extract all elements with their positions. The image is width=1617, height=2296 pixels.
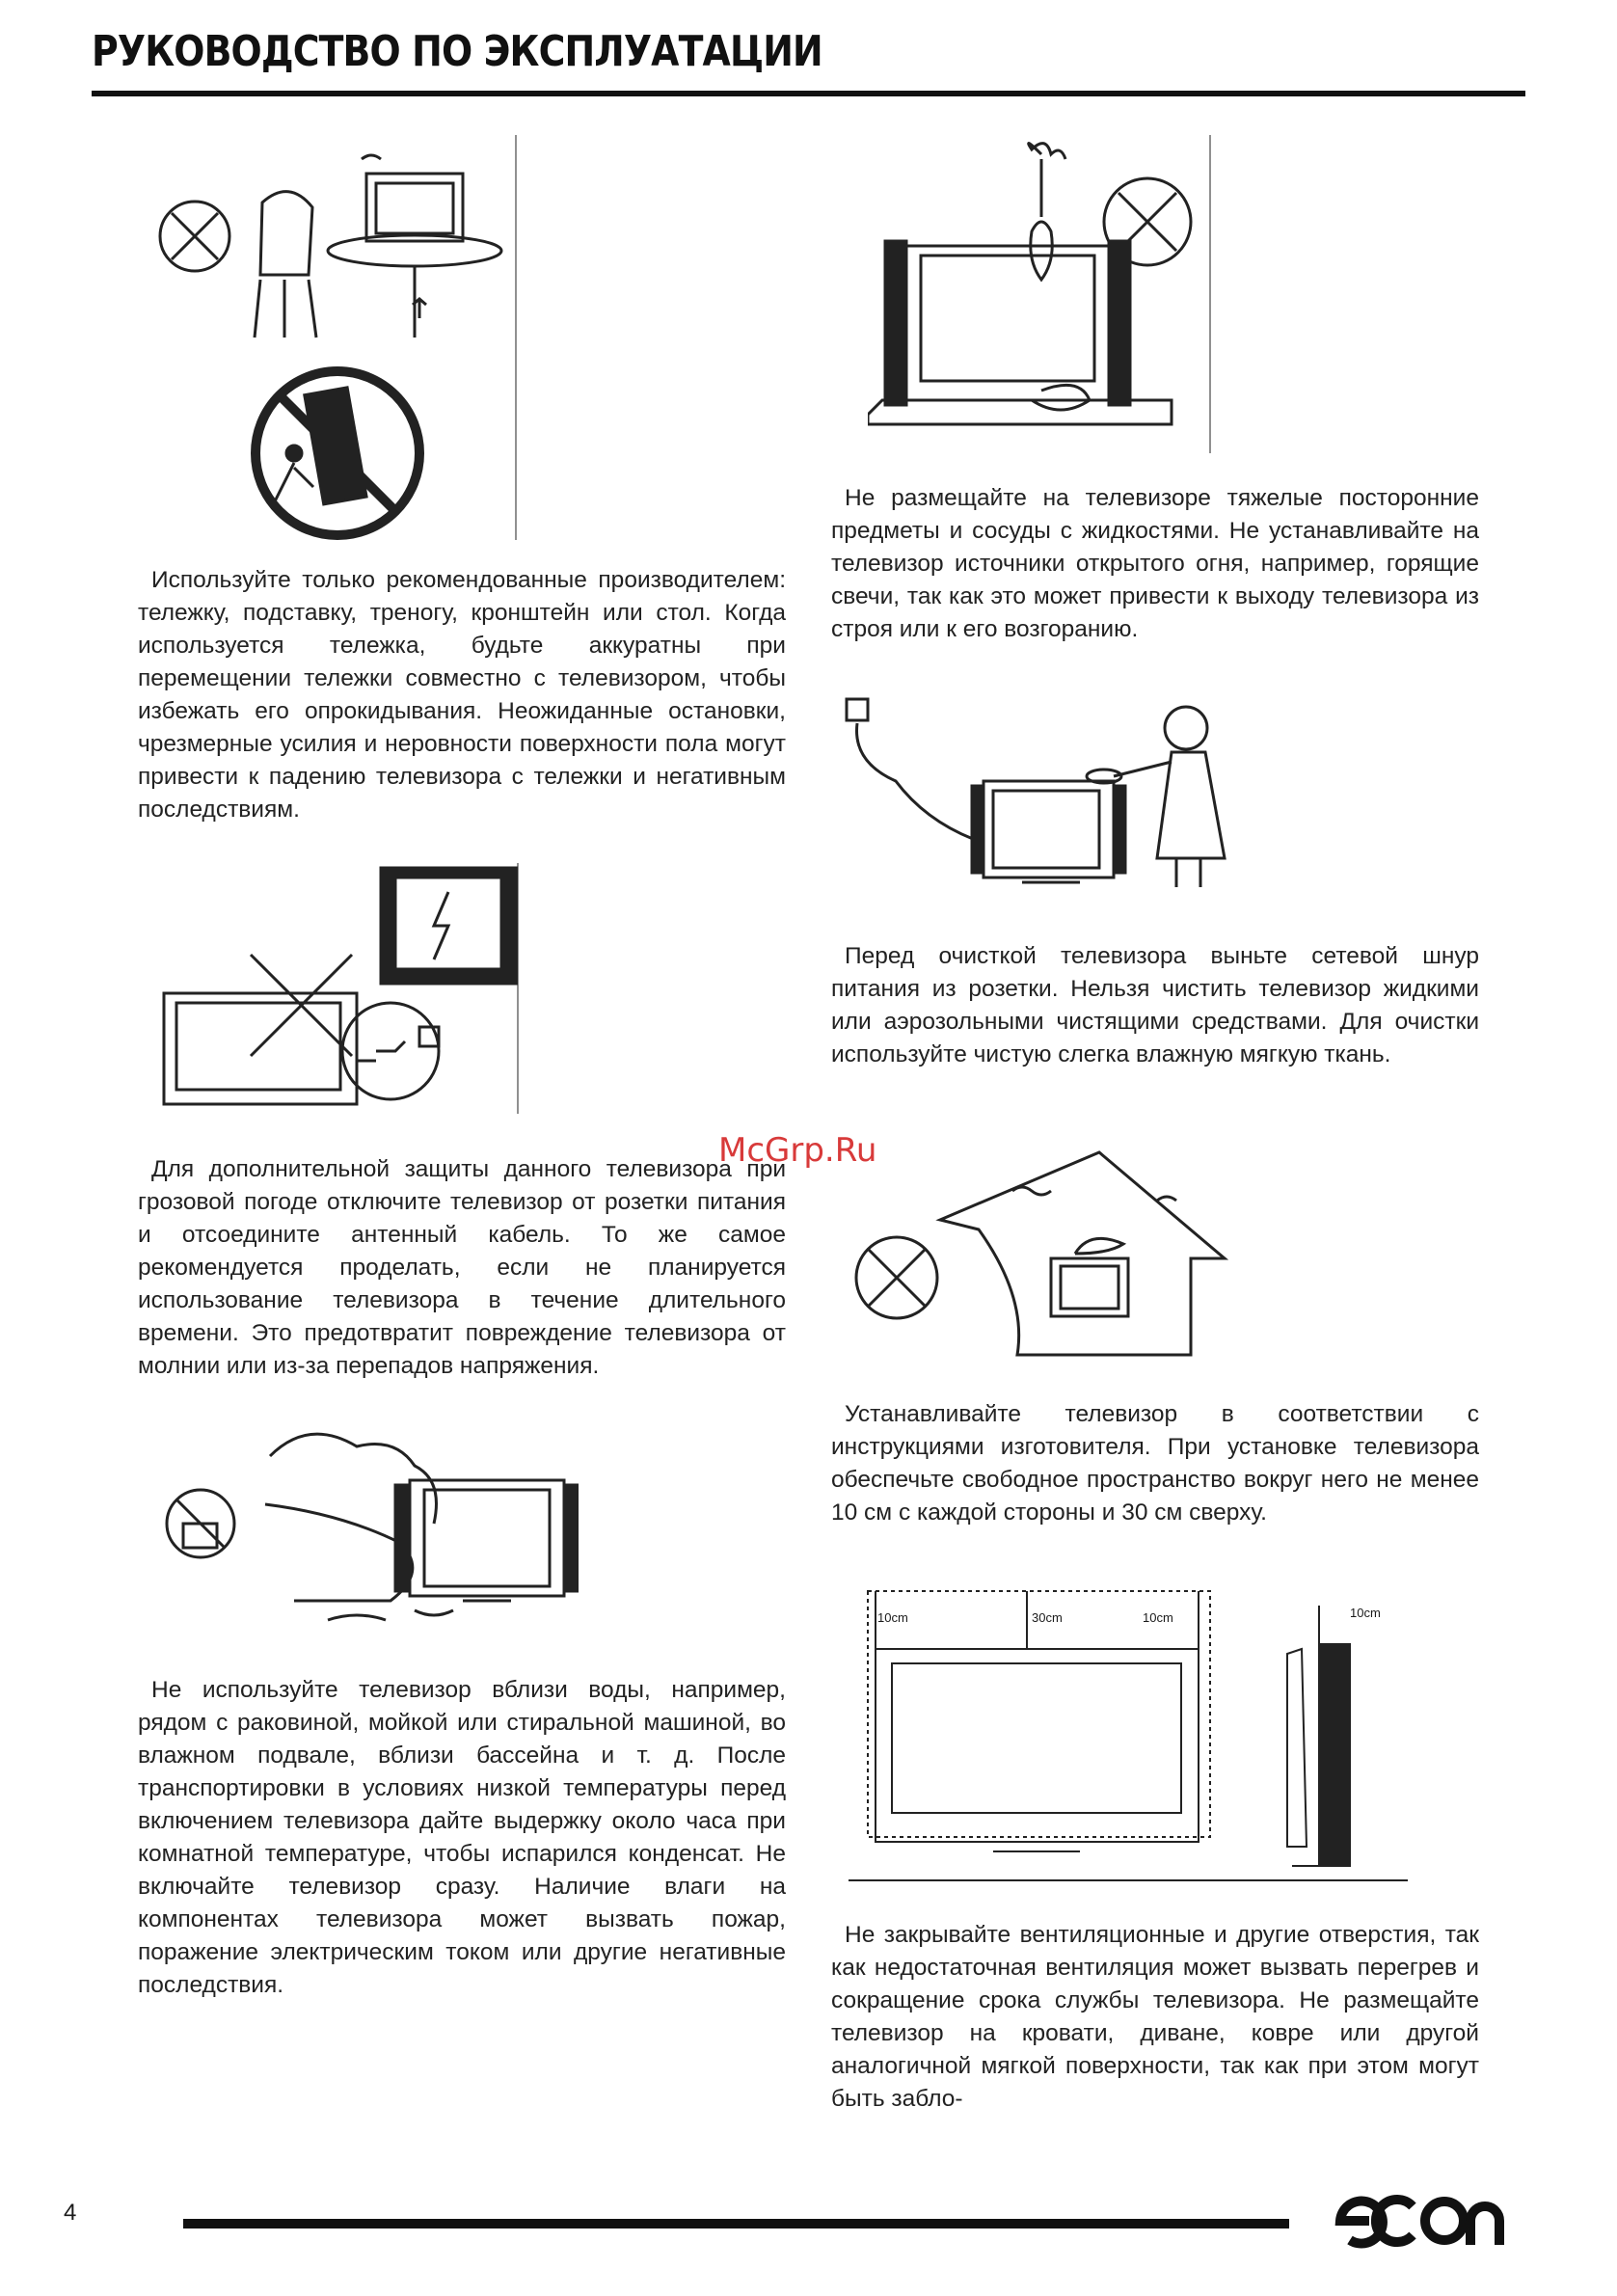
- water-warning-paragraph: Не используйте телевизор вблизи воды, например, рядом с раковиной, мойкой или стиральной машиной, во влажном подвале, вблизи бассейна и т. д. После транспортировки в условиях низкой температуры перед включением телевизора дайте выдержку около часа при комнатной температуре, чтобы испарился конденсат. Не включайте телевизор сразу. Наличие влаги на компонентах телевизора может вызвать пожар, поражение электрическим током или другие негативные последствия.: [138, 1677, 786, 1998]
- cleaning-illustration: [839, 694, 1244, 916]
- clearance-label-profile: 10cm: [1350, 1606, 1381, 1620]
- clearance-label-top: 30cm: [1032, 1610, 1063, 1625]
- clearance-label-right: 10cm: [1143, 1610, 1173, 1625]
- ventilation-paragraph: Не закрывайте вентиляционные и другие отверстия, так как недостаточная вентиляция может вызвать перегрев и сокращение срока службы телевизора. Не размещайте телевизор на кровати, диване, ковре или другой аналогичной мягкой поверхности, так как при этом могут быть забло-: [831, 1922, 1479, 2112]
- lightning-warning-paragraph: Для дополнительной защиты данного телевизора при грозовой погоде отключите телевизор от розетки питания и отсоедините антенный кабель. То же самое рекомендуется проделать, если не планируется использование телевизора в течение длительного времени. Это предотвратит повреждение телевизора от молнии или из-за перепадов напряжения.: [138, 1156, 786, 1379]
- objects-warning-paragraph: Не размещайте на телевизоре тяжелые посторонние предметы и сосуды с жидкостями. Не устанавливайте на телевизор источники открытого огня, например, горящие свечи, так как это может привести к выходу телевизора из строя или к его возгоранию.: [831, 485, 1479, 642]
- brand-logo: [1331, 2187, 1504, 2255]
- objects-on-tv-illustration: [868, 135, 1215, 453]
- clearance-diagram: [849, 1581, 1408, 1895]
- clearance-label-left: 10cm: [877, 1610, 908, 1625]
- cleaning-warning-paragraph: Перед очисткой телевизора выньте сетевой шнур питания из розетки. Нельзя чистить телевизор жидкими или аэрозольными чистящими средствами. Для очистки используйте чистую слегка влажную мягкую ткань.: [831, 943, 1479, 1067]
- cart-warning-paragraph: Используйте только рекомендованные производителем: тележку, подставку, треногу, кронштейн или стол. Когда используется тележка, будьте аккуратны при перемещении тележки совместно с телевизором, чтобы избежать его опрокидывания. Неожиданные остановки, чрезмерные усилия и неровности поверхности пола могут привести к падению телевизора с тележки и негативным последствиям.: [138, 567, 786, 823]
- header-divider: [92, 91, 1525, 96]
- cart-stand-illustration: [154, 135, 521, 540]
- footer-divider: [183, 2219, 1289, 2228]
- page-number: 4: [64, 2200, 77, 2226]
- watermark: McGrp.Ru: [718, 1131, 877, 1170]
- humid-house-illustration: [849, 1143, 1234, 1369]
- installation-paragraph: Устанавливайте телевизор в соответствии с инструкциями изготовителя. При установке телевизора обеспечьте свободное пространство вокруг него не менее 10 см с каждой стороны и 30 см сверху.: [831, 1401, 1479, 1526]
- water-warning-illustration: [154, 1418, 579, 1639]
- page-title: РУКОВОДСТВО ПО ЭКСПЛУАТАЦИИ: [92, 27, 822, 76]
- lightning-illustration: [159, 863, 521, 1114]
